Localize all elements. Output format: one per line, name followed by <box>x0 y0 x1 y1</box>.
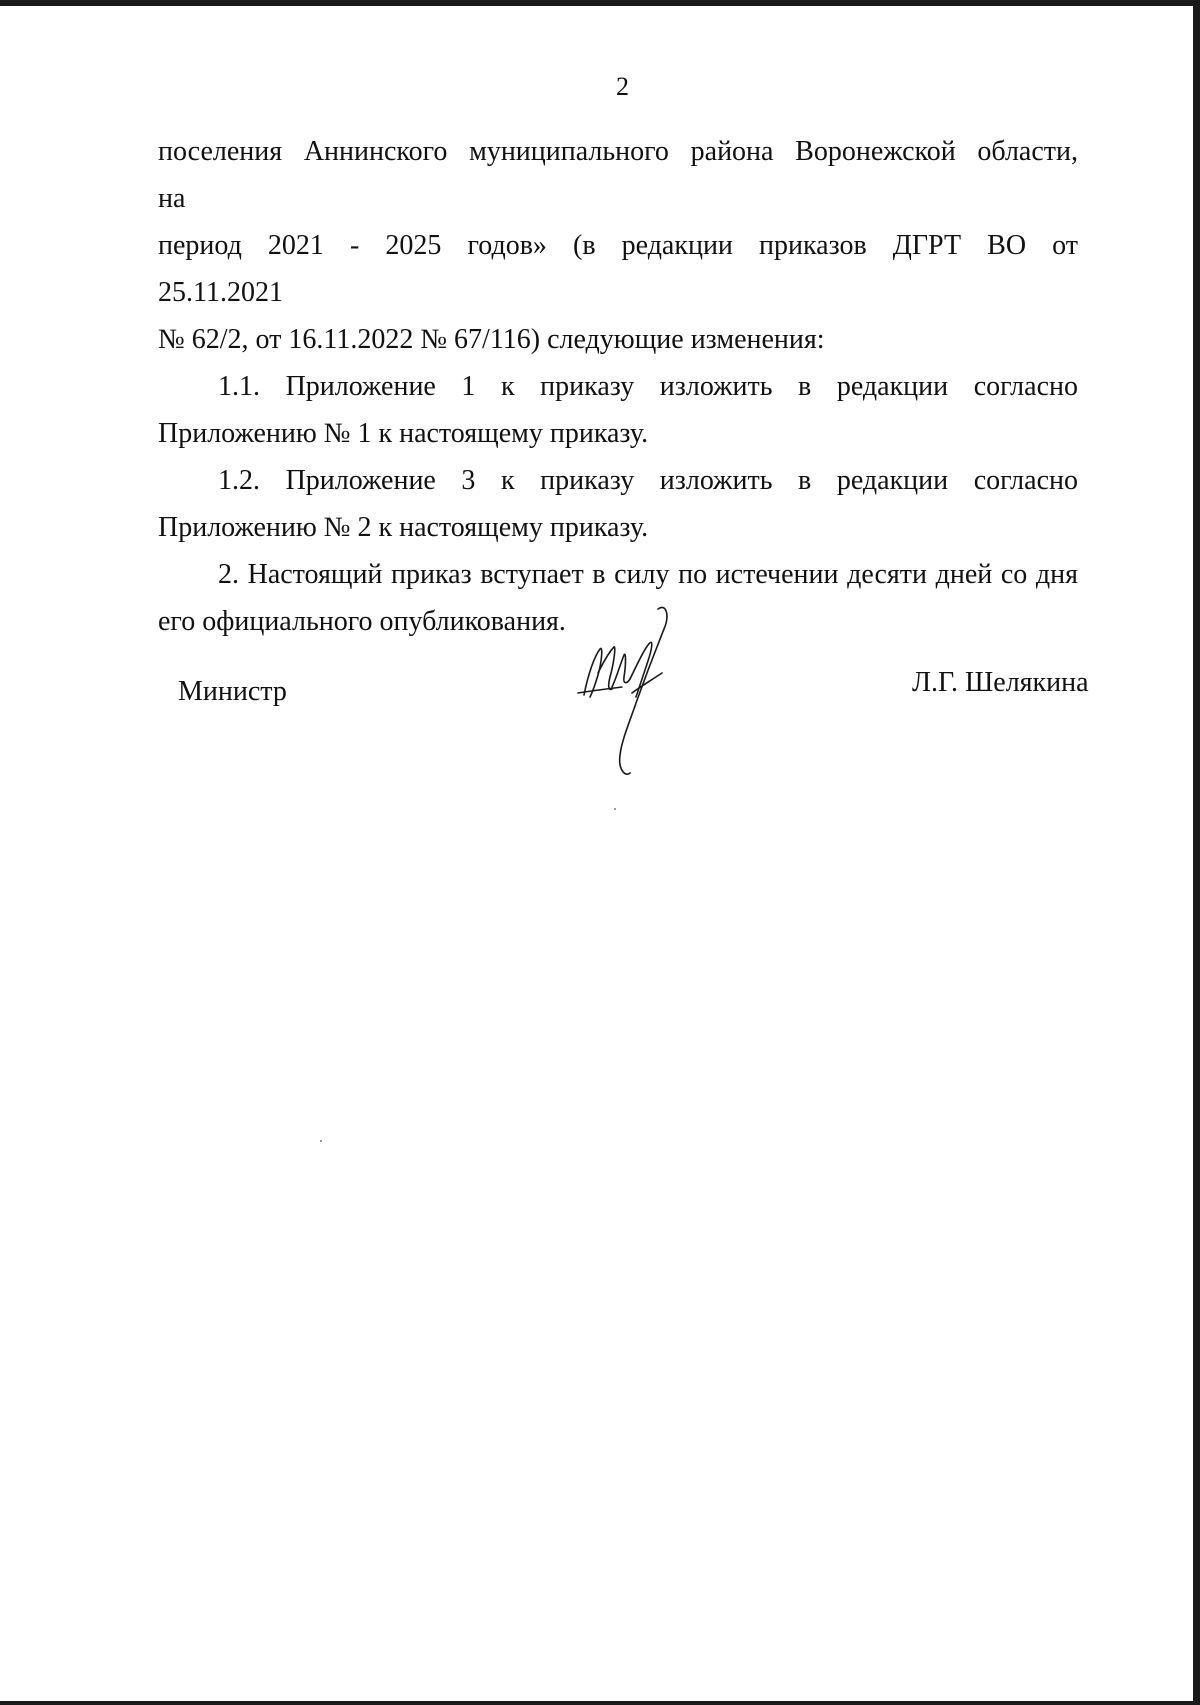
paragraph-item-1-1: 1.1. Приложение 1 к приказу изложить в редакции согласно Приложению № 1 к настоящему приказу. <box>158 371 1078 449</box>
paragraph-intro <box>158 128 1078 363</box>
handwritten-signature-icon <box>570 605 710 780</box>
paragraph-item-2: 2. Настоящий приказ вступает в силу по истечении десяти дней со дня его официального опубликования. <box>158 559 1078 637</box>
paragraph-intro-line-3: № 62/2, от 16.11.2022 № 67/116) следующие изменения: <box>158 324 825 355</box>
signatory-name: Л.Г. Шелякина <box>912 667 1089 698</box>
scan-speck <box>320 1140 322 1142</box>
paragraph-intro-line-1: поселения Аннинского муниципального района Воронежской области, на <box>158 136 1078 214</box>
page-number: 2 <box>616 72 629 101</box>
document-body <box>158 128 1078 645</box>
paragraph-intro-line-2: период 2021 - 2025 годов» (в редакции приказов ДГРТ ВО от 25.11.2021 <box>158 230 1078 308</box>
scan-speck <box>614 808 616 810</box>
signatory-role: Министр <box>178 676 287 707</box>
paragraph-item-1-2: 1.2. Приложение 3 к приказу изложить в редакции согласно Приложению № 2 к настоящему приказу. <box>158 465 1078 543</box>
